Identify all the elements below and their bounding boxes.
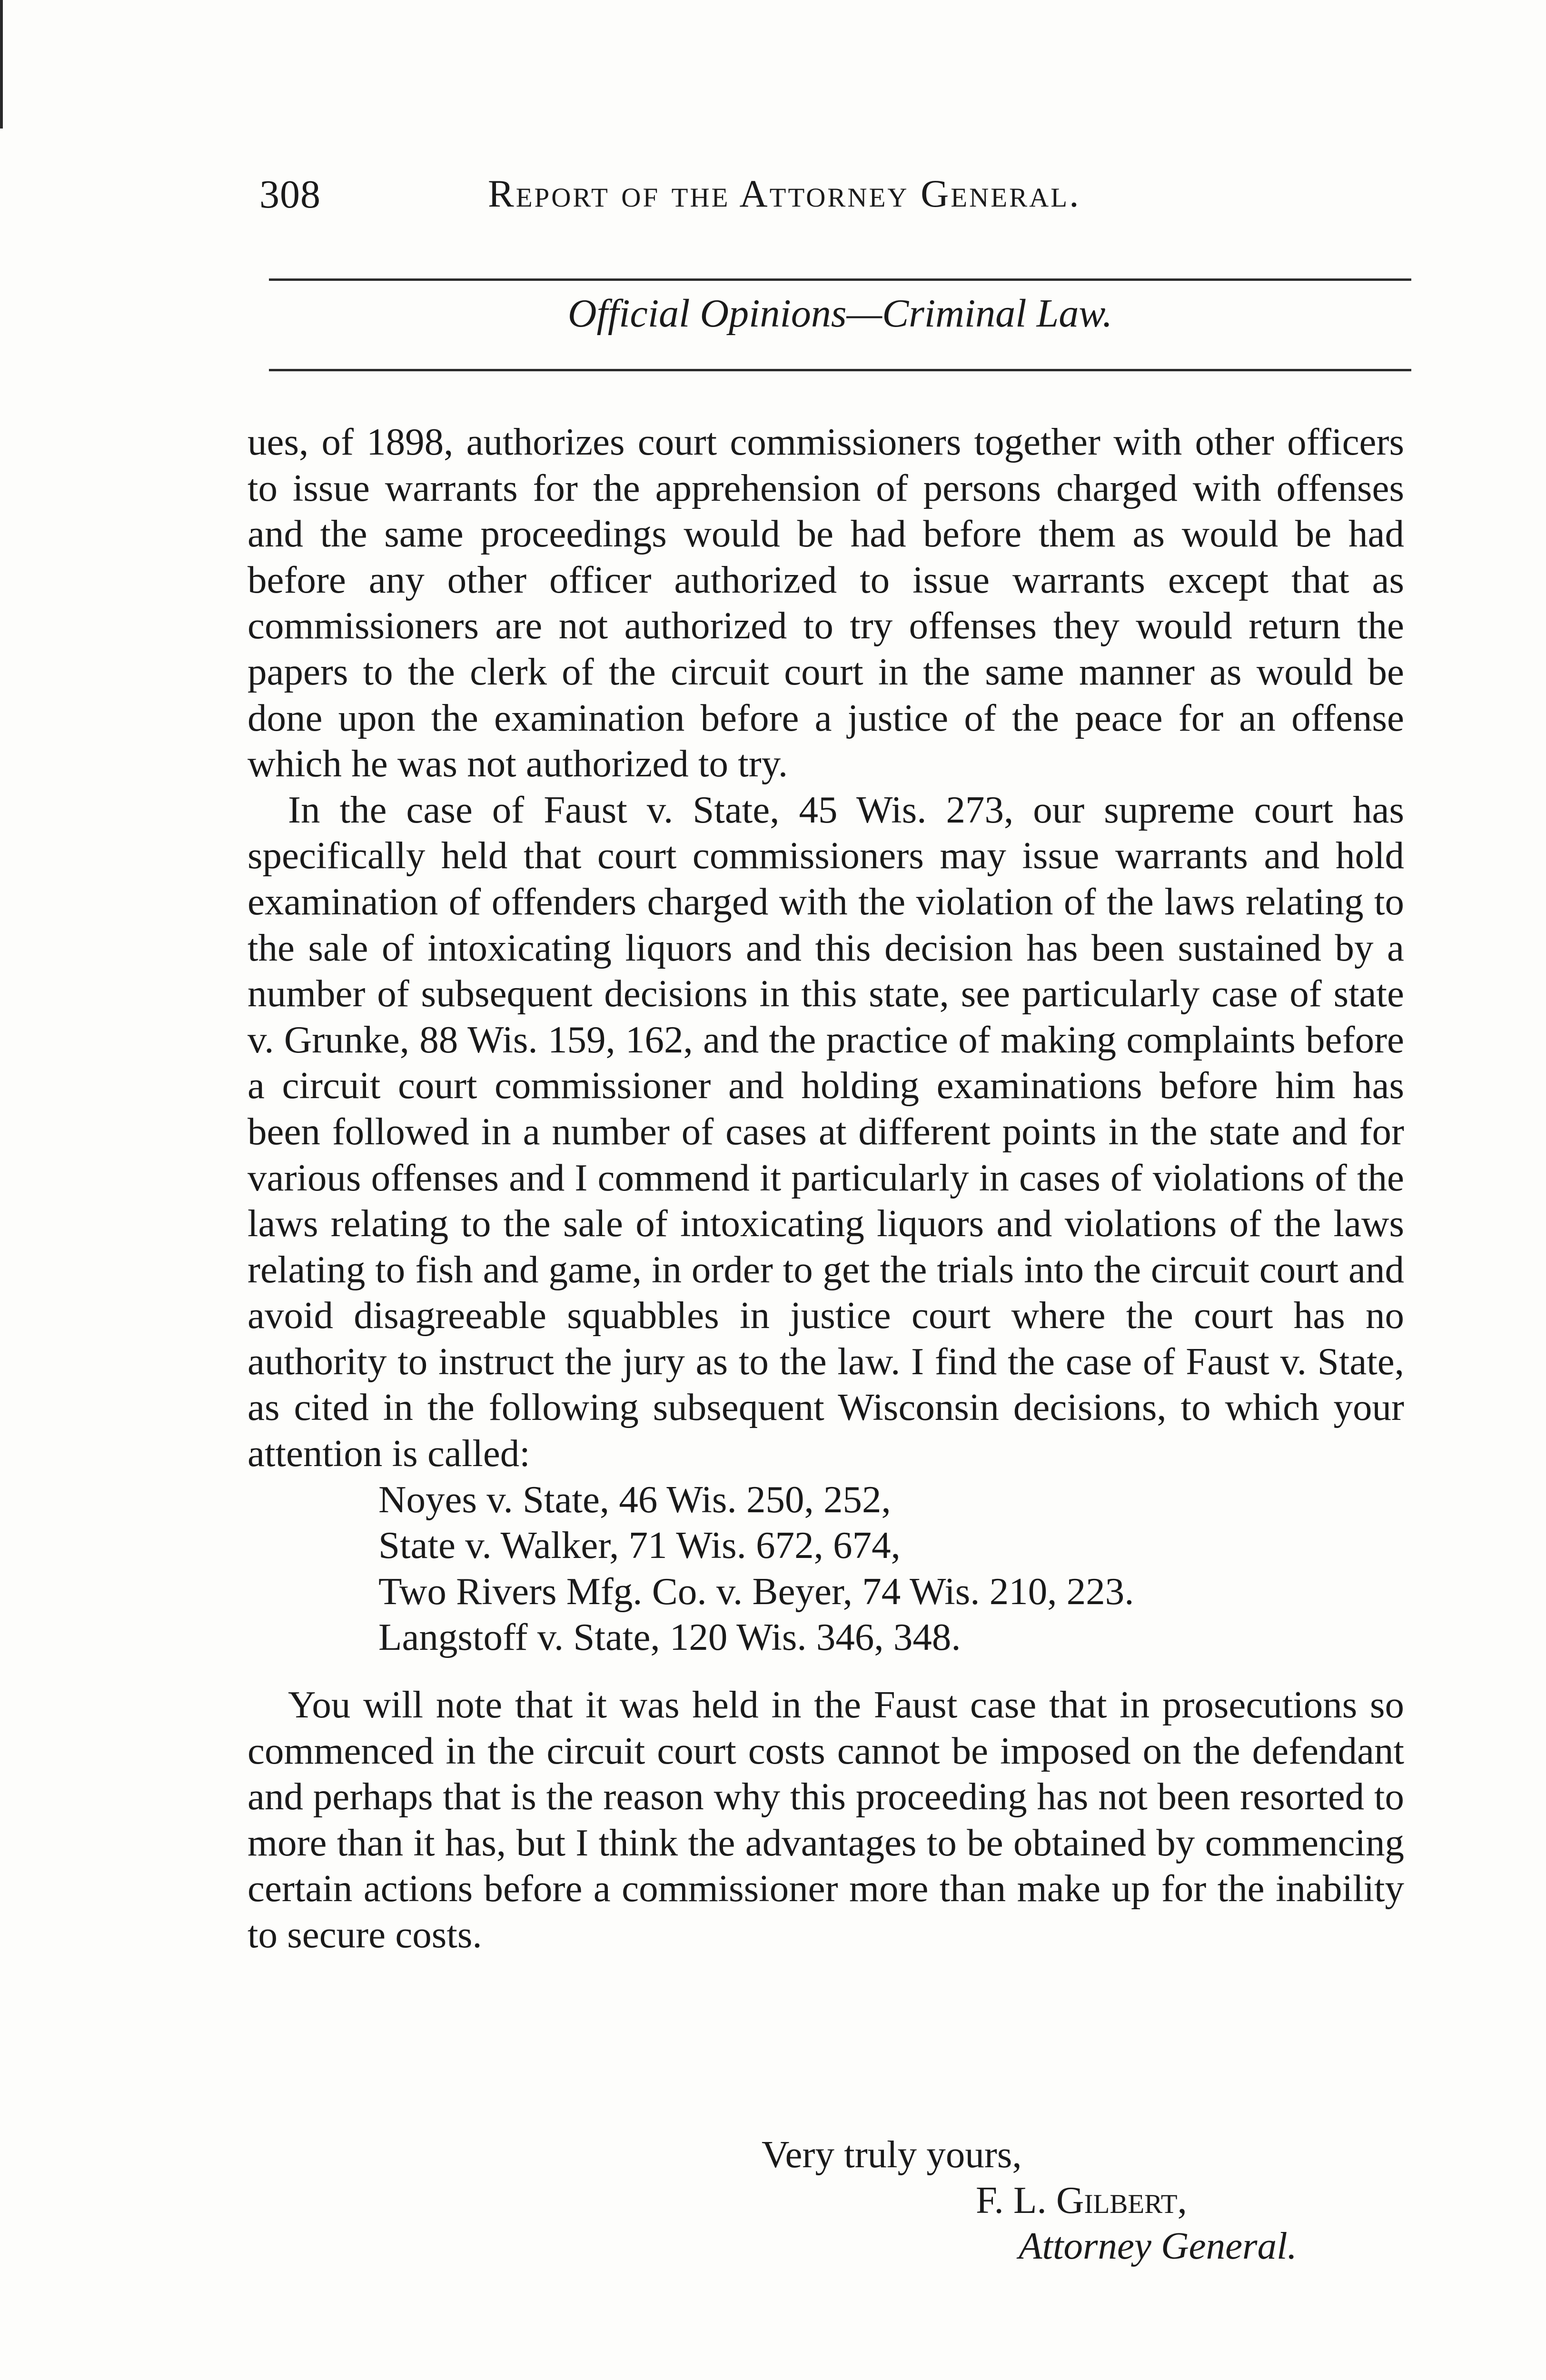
- header-rule-bottom: [269, 369, 1411, 371]
- page-header: [259, 157, 1411, 224]
- section-title: Official Opinions—Criminal Law.: [567, 291, 1113, 336]
- header-rule-top: [269, 278, 1411, 281]
- running-title: Report of the Attorney General.: [488, 172, 1081, 215]
- valediction: Very truly yours,: [762, 2133, 1022, 2176]
- citation-item: State v. Walker, 71 Wis. 672, 674,: [378, 1524, 901, 1567]
- signer-name: F. L. Gilbert,: [976, 2179, 1187, 2221]
- citation-item: Two Rivers Mfg. Co. v. Beyer, 74 Wis. 210, 223.: [378, 1569, 1134, 1613]
- citation-item: Langstoff v. State, 120 Wis. 346, 348.: [378, 1616, 961, 1659]
- signer-title: Attorney General.: [1019, 2224, 1297, 2267]
- body-paragraph-1: ues, of 1898, authorizes court commissioners together with other officers to issue warrants for the apprehension of persons charged with offenses and the same proceedings would be had before them as would be had before any other officer authorized to issue warrants except that as commissioners are not authorized to try offenses they would return the papers to the clerk of the circuit court in the same manner as would be done upon the examination before a justice of the peace for an offense which he was not authorized to try.: [248, 420, 1404, 785]
- citation-item: Noyes v. State, 46 Wis. 250, 252,: [378, 1478, 891, 1521]
- body-paragraph-3: You will note that it was held in the Faust case that in prosecutions so commenced in the circuit court costs cannot be imposed on the defendant and perhaps that is the reason why this proceeding has not been resorted to more than it has, but I think the advantages to be obtained by commencing certain actions before a commissioner more than make up for the inability to secure costs.: [248, 1683, 1404, 1956]
- citation-list: [248, 1477, 1404, 1660]
- signature-block: [762, 2132, 1428, 2269]
- body-paragraph-2: In the case of Faust v. State, 45 Wis. 273, our supreme court has specifically held that court commissioners may issue warrants and hold examination of offenders charged with the violation of the laws relating to the sale of intoxicating liquors and this decision has been sustained by a number of subsequent decisions in this state, see particularly case of state v. Grunke, 88 Wis. 159, 162, and the practice of making complaints before a circuit court commissioner and holding examinations before him has been followed in a number of cases at different points in the state and for various offenses and I commend it particularly in cases of violations of the laws relating to the sale of intoxicating liquors and violations of the laws relating to fish and game, in order to get the trials into the circuit court and avoid disagreeable squabbles in justice court where the court has no authority to instruct the jury as to the law. I find the case of Faust v. State, as cited in the following subsequent Wisconsin decisions, to which your attention is called:: [248, 788, 1404, 1475]
- page-number: 308: [259, 172, 321, 217]
- page-edge-shadow: [0, 0, 3, 129]
- document-body: [248, 419, 1404, 1958]
